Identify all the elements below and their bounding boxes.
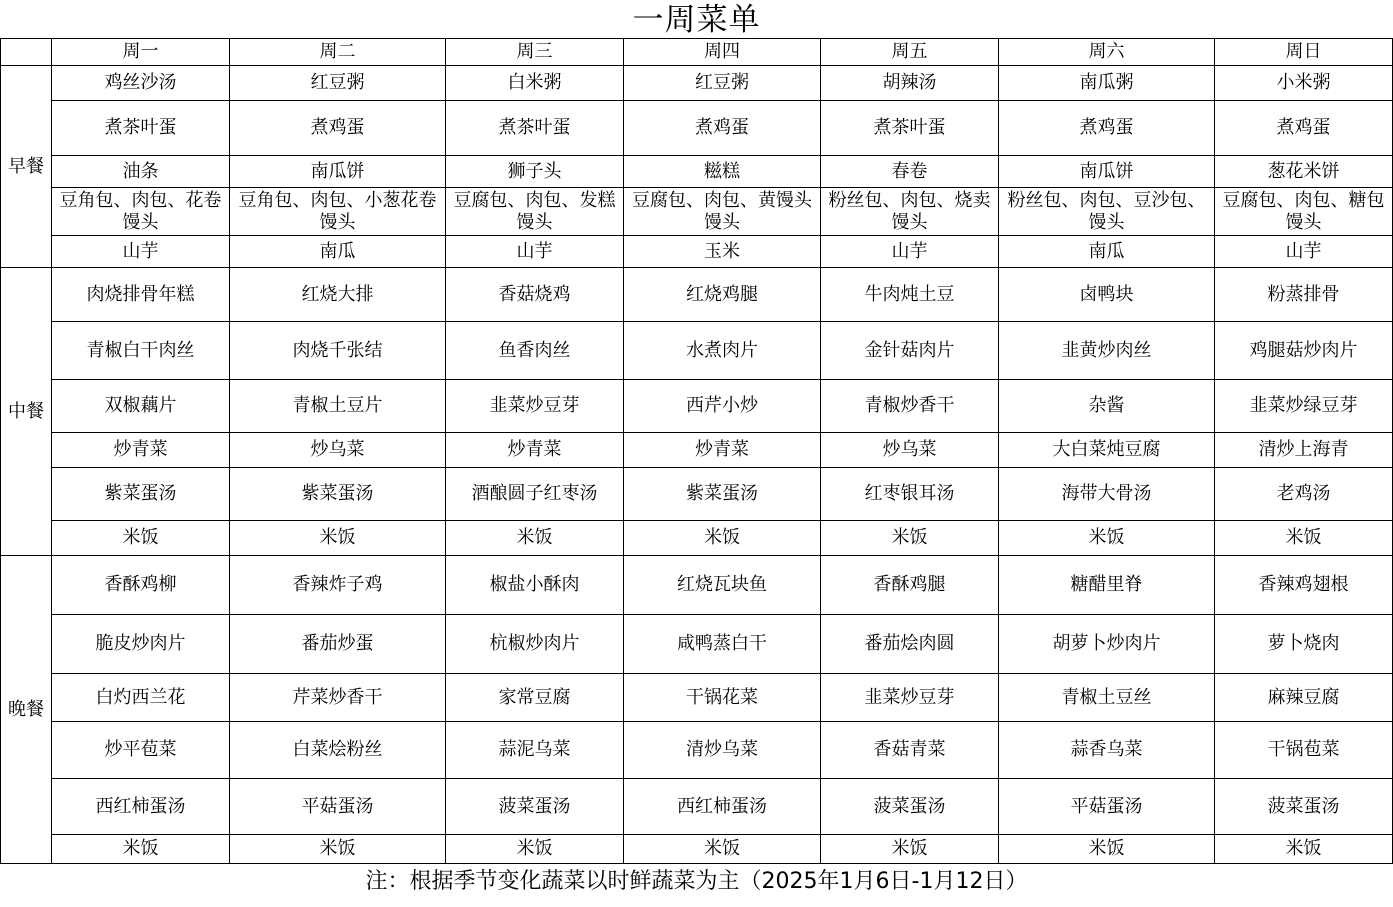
menu-row [1,779,1393,835]
day-header: 周三 [446,39,624,66]
dish-cell: 韭菜炒豆芽 [446,380,624,433]
dish-cell: 南瓜 [230,236,446,268]
meal-label: 早餐 [1,66,52,268]
dish-cell: 红烧鸡腿 [624,268,821,322]
dish-cell: 韭黄炒肉丝 [999,322,1215,380]
dish-cell: 脆皮炒肉片 [52,615,230,674]
dish-cell: 豆腐包、肉包、发糕 馒头 [446,188,624,236]
dish-cell: 番茄炒蛋 [230,615,446,674]
dish-cell: 青椒土豆丝 [999,674,1215,722]
dish-cell: 豆腐包、肉包、糖包 馒头 [1215,188,1393,236]
dish-cell: 炒青菜 [52,433,230,468]
dish-cell: 炒乌菜 [821,433,999,468]
dish-cell: 粉丝包、肉包、烧卖 馒头 [821,188,999,236]
dish-cell: 米饭 [52,835,230,864]
dish-cell: 紫菜蛋汤 [52,468,230,521]
dish-cell: 白米粥 [446,66,624,101]
dish-cell: 双椒藕片 [52,380,230,433]
menu-row [1,188,1393,236]
dish-cell: 小米粥 [1215,66,1393,101]
dish-cell: 山芋 [446,236,624,268]
dish-cell: 牛肉炖土豆 [821,268,999,322]
dish-cell: 粉丝包、肉包、豆沙包、 馒头 [999,188,1215,236]
dish-cell: 糖醋里脊 [999,556,1215,615]
dish-cell: 米饭 [821,835,999,864]
dish-cell: 米饭 [230,521,446,556]
dish-cell: 肉烧排骨年糕 [52,268,230,322]
dish-cell: 蒜泥乌菜 [446,722,624,779]
dish-cell: 椒盐小酥肉 [446,556,624,615]
dish-cell: 红烧大排 [230,268,446,322]
dish-cell: 海带大骨汤 [999,468,1215,521]
dish-cell: 春卷 [821,156,999,188]
dish-cell: 番茄烩肉圆 [821,615,999,674]
dish-cell: 青椒炒香干 [821,380,999,433]
dish-cell: 米饭 [624,835,821,864]
dish-cell: 粉蒸排骨 [1215,268,1393,322]
menu-row [1,66,1393,101]
header-row [1,39,1393,66]
dish-cell: 紫菜蛋汤 [230,468,446,521]
menu-row [1,101,1393,156]
dish-cell: 南瓜饼 [999,156,1215,188]
dish-cell: 米饭 [1215,835,1393,864]
dish-cell: 香菇烧鸡 [446,268,624,322]
day-header: 周六 [999,39,1215,66]
dish-cell: 大白菜炖豆腐 [999,433,1215,468]
dish-cell: 紫菜蛋汤 [624,468,821,521]
dish-cell: 米饭 [230,835,446,864]
dish-cell: 米饭 [624,521,821,556]
dish-cell: 麻辣豆腐 [1215,674,1393,722]
dish-cell: 煮茶叶蛋 [52,101,230,156]
menu-row [1,268,1393,322]
dish-cell: 山芋 [1215,236,1393,268]
dish-cell: 鸡丝沙汤 [52,66,230,101]
dish-cell: 红枣银耳汤 [821,468,999,521]
day-header: 周五 [821,39,999,66]
dish-cell: 煮鸡蛋 [999,101,1215,156]
dish-cell: 金针菇肉片 [821,322,999,380]
dish-cell: 米饭 [821,521,999,556]
dish-cell: 煮茶叶蛋 [821,101,999,156]
day-header: 周一 [52,39,230,66]
dish-cell: 葱花米饼 [1215,156,1393,188]
dish-cell: 西芹小炒 [624,380,821,433]
dish-cell: 山芋 [821,236,999,268]
dish-cell: 鱼香肉丝 [446,322,624,380]
dish-cell: 菠菜蛋汤 [446,779,624,835]
dish-cell: 香辣炸子鸡 [230,556,446,615]
dish-cell: 香酥鸡腿 [821,556,999,615]
dish-cell: 韭菜炒绿豆芽 [1215,380,1393,433]
meal-label: 中餐 [1,268,52,556]
dish-cell: 萝卜烧肉 [1215,615,1393,674]
dish-cell: 红豆粥 [230,66,446,101]
dish-cell: 豆角包、肉包、花卷 馒头 [52,188,230,236]
dish-cell: 清炒上海青 [1215,433,1393,468]
dish-cell: 米饭 [52,521,230,556]
dish-cell: 胡辣汤 [821,66,999,101]
dish-cell: 芹菜炒香干 [230,674,446,722]
dish-cell: 西红柿蛋汤 [52,779,230,835]
dish-cell: 米饭 [446,835,624,864]
dish-cell: 豆腐包、肉包、黄馒头 馒头 [624,188,821,236]
day-header: 周四 [624,39,821,66]
dish-cell: 酒酿圆子红枣汤 [446,468,624,521]
menu-row [1,521,1393,556]
dish-cell: 平菇蛋汤 [230,779,446,835]
dish-cell: 干锅苞菜 [1215,722,1393,779]
dish-cell: 青椒白干肉丝 [52,322,230,380]
dish-cell: 菠菜蛋汤 [1215,779,1393,835]
dish-cell: 南瓜饼 [230,156,446,188]
dish-cell: 米饭 [446,521,624,556]
dish-cell: 香菇青菜 [821,722,999,779]
menu-row [1,236,1393,268]
dish-cell: 韭菜炒豆芽 [821,674,999,722]
dish-cell: 豆角包、肉包、小葱花卷 馒头 [230,188,446,236]
dish-cell: 山芋 [52,236,230,268]
menu-row [1,156,1393,188]
dish-cell: 杂酱 [999,380,1215,433]
meal-label: 晚餐 [1,556,52,864]
dish-cell: 白菜烩粉丝 [230,722,446,779]
menu-row [1,722,1393,779]
menu-row [1,674,1393,722]
dish-cell: 米饭 [999,835,1215,864]
menu-row [1,380,1393,433]
dish-cell: 南瓜 [999,236,1215,268]
weekly-menu-table [0,38,1393,864]
day-header: 周日 [1215,39,1393,66]
menu-row [1,556,1393,615]
dish-cell: 干锅花菜 [624,674,821,722]
dish-cell: 卤鸭块 [999,268,1215,322]
dish-cell: 红烧瓦块鱼 [624,556,821,615]
dish-cell: 杭椒炒肉片 [446,615,624,674]
dish-cell: 清炒乌菜 [624,722,821,779]
dish-cell: 玉米 [624,236,821,268]
dish-cell: 煮鸡蛋 [1215,101,1393,156]
menu-row [1,615,1393,674]
dish-cell: 糍糕 [624,156,821,188]
dish-cell: 炒青菜 [624,433,821,468]
dish-cell: 南瓜粥 [999,66,1215,101]
dish-cell: 炒平苞菜 [52,722,230,779]
dish-cell: 西红柿蛋汤 [624,779,821,835]
footnote: 注：根据季节变化蔬菜以时鲜蔬菜为主（2025年1月6日-1月12日） [365,869,1028,894]
menu-row [1,433,1393,468]
dish-cell: 狮子头 [446,156,624,188]
dish-cell: 香酥鸡柳 [52,556,230,615]
dish-cell: 家常豆腐 [446,674,624,722]
dish-cell: 炒乌菜 [230,433,446,468]
menu-row [1,835,1393,864]
day-header: 周二 [230,39,446,66]
dish-cell: 胡萝卜炒肉片 [999,615,1215,674]
menu-row [1,468,1393,521]
dish-cell: 煮茶叶蛋 [446,101,624,156]
dish-cell: 米饭 [1215,521,1393,556]
dish-cell: 肉烧千张结 [230,322,446,380]
dish-cell: 水煮肉片 [624,322,821,380]
menu-row [1,322,1393,380]
dish-cell: 菠菜蛋汤 [821,779,999,835]
dish-cell: 平菇蛋汤 [999,779,1215,835]
dish-cell: 香辣鸡翅根 [1215,556,1393,615]
dish-cell: 老鸡汤 [1215,468,1393,521]
dish-cell: 青椒土豆片 [230,380,446,433]
dish-cell: 咸鸭蒸白干 [624,615,821,674]
dish-cell: 米饭 [999,521,1215,556]
dish-cell: 煮鸡蛋 [624,101,821,156]
corner-cell [1,39,52,66]
dish-cell: 鸡腿菇炒肉片 [1215,322,1393,380]
dish-cell: 蒜香乌菜 [999,722,1215,779]
dish-cell: 油条 [52,156,230,188]
dish-cell: 煮鸡蛋 [230,101,446,156]
dish-cell: 白灼西兰花 [52,674,230,722]
page-title: 一周菜单 [632,2,761,38]
dish-cell: 炒青菜 [446,433,624,468]
dish-cell: 红豆粥 [624,66,821,101]
